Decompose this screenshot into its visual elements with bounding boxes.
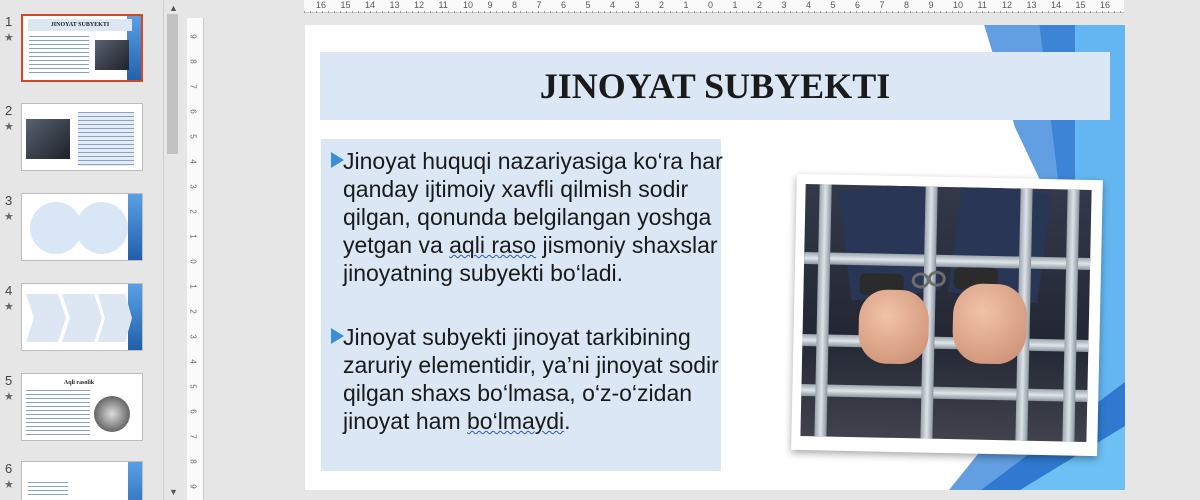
bullet-text: . [564, 408, 571, 434]
ruler-label: 10 [953, 0, 964, 10]
bullet-arrow-icon [331, 328, 344, 344]
ruler-label: 13 [1026, 0, 1037, 10]
ruler-label: 0 [188, 259, 198, 264]
ruler-label: 2 [188, 209, 198, 214]
ruler-label: 2 [757, 0, 763, 10]
ruler-label: 3 [634, 0, 640, 10]
thumbnail-slide-2[interactable] [0, 103, 163, 187]
slide-number: 2 [5, 103, 13, 118]
bar [1062, 189, 1079, 441]
ruler-label: 9 [928, 0, 934, 10]
ruler-label: 6 [188, 409, 198, 414]
ruler-label: 8 [188, 59, 198, 64]
content-text-box[interactable] [321, 139, 721, 471]
bullet-text: jismoniy shaxslar jinoyatning subyekti bo‘ladi. [343, 232, 718, 286]
ruler-label: 0 [708, 0, 714, 10]
slide-number: 4 [5, 283, 13, 298]
animation-star-icon: ★ [4, 479, 14, 491]
slide-preview[interactable] [21, 14, 143, 82]
ruler-label: 1 [732, 0, 738, 10]
slide-title[interactable]: JINOYAT SUBYEKTI [539, 66, 891, 106]
circle [30, 202, 82, 254]
ruler-label: 13 [389, 0, 400, 10]
animation-star-icon: ★ [4, 211, 14, 223]
text-lines [78, 112, 134, 166]
thumbnail-scrollbar[interactable] [163, 0, 182, 500]
decoration [128, 194, 142, 261]
ruler-label: 16 [1100, 0, 1111, 10]
arrow-shape [26, 294, 66, 342]
ruler-label: 11 [977, 0, 987, 10]
ruler-label: 15 [1075, 0, 1086, 10]
ruler-label: 7 [188, 434, 198, 439]
animation-star-icon: ★ [4, 301, 14, 313]
ruler-label: 5 [188, 384, 198, 389]
ruler-label: 3 [188, 184, 198, 189]
slide-number: 5 [5, 373, 13, 388]
ruler-label: 12 [414, 0, 425, 10]
slide-preview[interactable] [21, 283, 143, 351]
prison-bars-image [800, 184, 1091, 442]
ruler-label: 5 [188, 134, 198, 139]
ruler-label: 1 [188, 234, 198, 239]
ruler-label: 4 [610, 0, 616, 10]
ruler-label: 4 [188, 359, 198, 364]
ruler-label: 7 [879, 0, 885, 10]
bar [814, 184, 831, 436]
ruler-label: 14 [1051, 0, 1062, 10]
text-lines [29, 36, 89, 76]
image [95, 40, 129, 70]
arrow-shape [98, 294, 132, 342]
ruler-label: 10 [463, 0, 474, 10]
ruler-label: 7 [188, 84, 198, 89]
ruler-label: 8 [188, 459, 198, 464]
scroll-down-icon[interactable]: ▼ [169, 487, 178, 497]
ruler-label: 9 [487, 0, 493, 10]
bullet-text: Jinoyat subyekti jinoyat tarkibining zaruriy elementidir, ya’ni jinoyat sodir qilgan shaxs bo‘lmasa, o‘z-o‘zidan jinoyat ham [343, 324, 719, 434]
slide-number: 6 [5, 461, 13, 476]
bar [802, 334, 1088, 352]
ruler-label: 4 [188, 159, 198, 164]
ruler-label: 3 [781, 0, 787, 10]
arrow-shape [62, 294, 102, 342]
bullet-arrow-icon [331, 152, 344, 168]
scroll-up-icon[interactable]: ▲ [169, 3, 178, 13]
ruler-label: 11 [438, 0, 448, 10]
ruler-label: 6 [855, 0, 861, 10]
ruler-label: 4 [806, 0, 812, 10]
ruler-label: 2 [659, 0, 665, 10]
thumbnail-slide-4[interactable] [0, 283, 163, 367]
ruler-label: 14 [365, 0, 376, 10]
ruler-label: 9 [188, 34, 198, 39]
fist [952, 283, 1028, 365]
ruler-label: 5 [830, 0, 836, 10]
slide-preview[interactable] [21, 461, 143, 500]
ruler-label: 8 [904, 0, 910, 10]
spellcheck-word: aqli raso [449, 232, 537, 258]
slide-thumbnail-pane[interactable] [0, 0, 163, 500]
ruler-label: 5 [585, 0, 591, 10]
thumbnail-slide-1[interactable] [0, 14, 163, 98]
animation-star-icon: ★ [4, 32, 14, 44]
ruler-label: 8 [512, 0, 518, 10]
bar [801, 384, 1087, 402]
bullet-item[interactable] [343, 323, 723, 435]
fist [858, 289, 930, 364]
ruler-label: 12 [1002, 0, 1013, 10]
ruler-label: 6 [561, 0, 567, 10]
bullet-item[interactable] [343, 147, 723, 287]
ruler-label: 2 [188, 309, 198, 314]
thumbnail-slide-6[interactable] [0, 461, 163, 500]
ruler-label: 9 [188, 484, 198, 489]
ruler-label: 6 [188, 109, 198, 114]
ruler-label: 16 [316, 0, 327, 10]
thumbnail-slide-5[interactable] [0, 373, 163, 457]
thumbnail-slide-3[interactable] [0, 193, 163, 277]
animation-star-icon: ★ [4, 121, 14, 133]
slide-canvas[interactable] [305, 25, 1125, 490]
chain [928, 271, 946, 287]
thumbnail-title: Aqli rasolik [63, 380, 95, 386]
vertical-ruler[interactable] [187, 18, 204, 500]
animation-star-icon: ★ [4, 391, 14, 403]
thumbnail-title: JINOYAT SUBYEKTI [28, 19, 132, 31]
slide-preview[interactable] [21, 193, 143, 261]
ruler-label: 1 [683, 0, 689, 10]
spellcheck-word: bo‘lmaydi [467, 408, 565, 434]
slide-preview[interactable] [21, 103, 143, 171]
ruler-label: 7 [536, 0, 542, 10]
ruler-label: 1 [188, 284, 198, 289]
text-lines [26, 390, 90, 438]
ruler-label: 3 [188, 334, 198, 339]
bullet-text: Jinoyat huquqi nazariyasiga ko‘ra har qanday ijtimoiy xavfli qilmish sodir qilgan, qonunda belgilangan yoshga yetgan va [343, 148, 723, 258]
slide-number: 1 [5, 14, 13, 29]
ruler-label: 15 [340, 0, 351, 10]
slide-number: 3 [5, 193, 13, 208]
circle [76, 202, 128, 254]
image [26, 119, 70, 159]
scrollbar-handle[interactable] [167, 14, 178, 154]
image [94, 396, 130, 432]
text-lines [28, 482, 68, 498]
slide-preview[interactable] [21, 373, 143, 441]
handcuffs-photo[interactable] [791, 174, 1103, 456]
decoration [128, 462, 142, 500]
ruler-ticks [304, 11, 1124, 13]
